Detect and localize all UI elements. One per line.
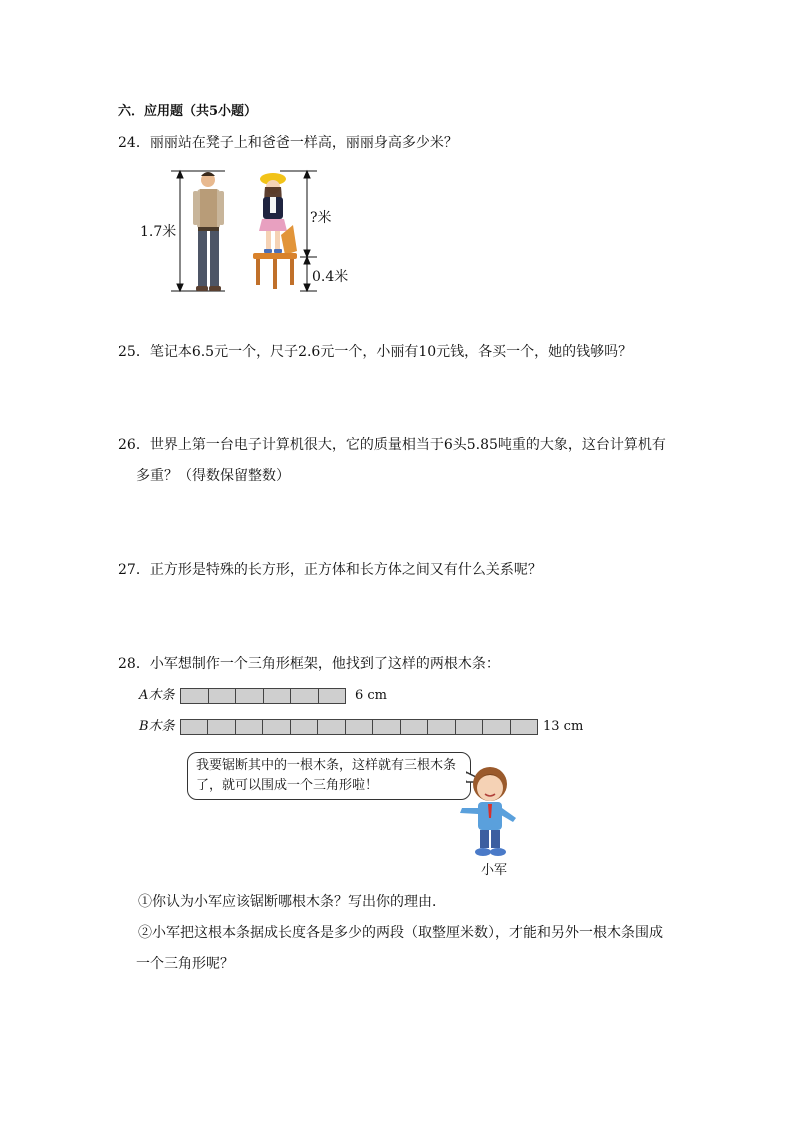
stick-segment: [209, 689, 237, 703]
section-title: 六．应用题（共5小题）: [118, 104, 258, 119]
stick-segment: [181, 720, 208, 734]
question-28-part1: ①你认为小军应该锯断哪根木条？写出你的理由．: [138, 894, 446, 910]
stick-segment: [401, 720, 428, 734]
speech-bubble: [187, 752, 471, 800]
question-28-part2-line1: ②小军把这根本条据成长度各是多少的两段（取整厘米数），才能和另外一根木条围成: [138, 925, 663, 941]
question-27: 27．正方形是特殊的长方形，正方体和长方体之间又有什么关系呢？: [118, 562, 542, 578]
stick-segment: [318, 720, 345, 734]
dad-height-label: 1.7米: [140, 224, 177, 240]
stick-b-length: 13 cm: [543, 719, 584, 734]
stick-a: [180, 688, 346, 704]
stick-segment: [263, 720, 290, 734]
stick-b: [180, 719, 538, 735]
stick-a-label: A木条: [139, 688, 175, 703]
stick-segment: [236, 689, 264, 703]
stick-segment: [291, 720, 318, 734]
stick-segment: [236, 720, 263, 734]
stick-segment: [291, 689, 319, 703]
stick-segment: [208, 720, 235, 734]
stick-segment: [319, 689, 346, 703]
question-26-line1: 26．世界上第一台电子计算机很大，它的质量相当于6头5.85吨重的大象，这台计算机有: [118, 437, 666, 453]
question-25: 25．笔记本6.5元一个，尺子2.6元一个，小丽有10元钱，各买一个，她的钱够吗？: [118, 344, 633, 360]
stick-segment: [181, 689, 209, 703]
question-26-line2: 多重？（得数保留整数）: [136, 468, 290, 484]
girl-height-label: ?米: [310, 210, 332, 226]
stool-height-label: 0.4米: [312, 269, 349, 285]
question-28-part2-line2: 一个三角形呢？: [136, 956, 234, 972]
boy-figure: [448, 758, 528, 862]
stick-segment: [264, 689, 292, 703]
stick-segment: [511, 720, 537, 734]
stick-b-label: B木条: [139, 719, 175, 734]
stick-segment: [483, 720, 510, 734]
stick-a-length: 6 cm: [355, 688, 388, 703]
stick-segment: [428, 720, 455, 734]
stick-segment: [456, 720, 483, 734]
stick-segment: [346, 720, 373, 734]
question-28: 28．小军想制作一个三角形框架，他找到了这样的两根木条：: [118, 656, 500, 672]
speech-text: 我要锯断其中的一根木条，这样就有三根木条了，就可以围成一个三角形啦！: [196, 758, 457, 793]
dad-figure: [193, 172, 224, 291]
character-name: 小军: [481, 863, 508, 878]
stick-segment: [373, 720, 400, 734]
question-24: 24．丽丽站在凳子上和爸爸一样高，丽丽身高多少米？: [118, 135, 458, 151]
